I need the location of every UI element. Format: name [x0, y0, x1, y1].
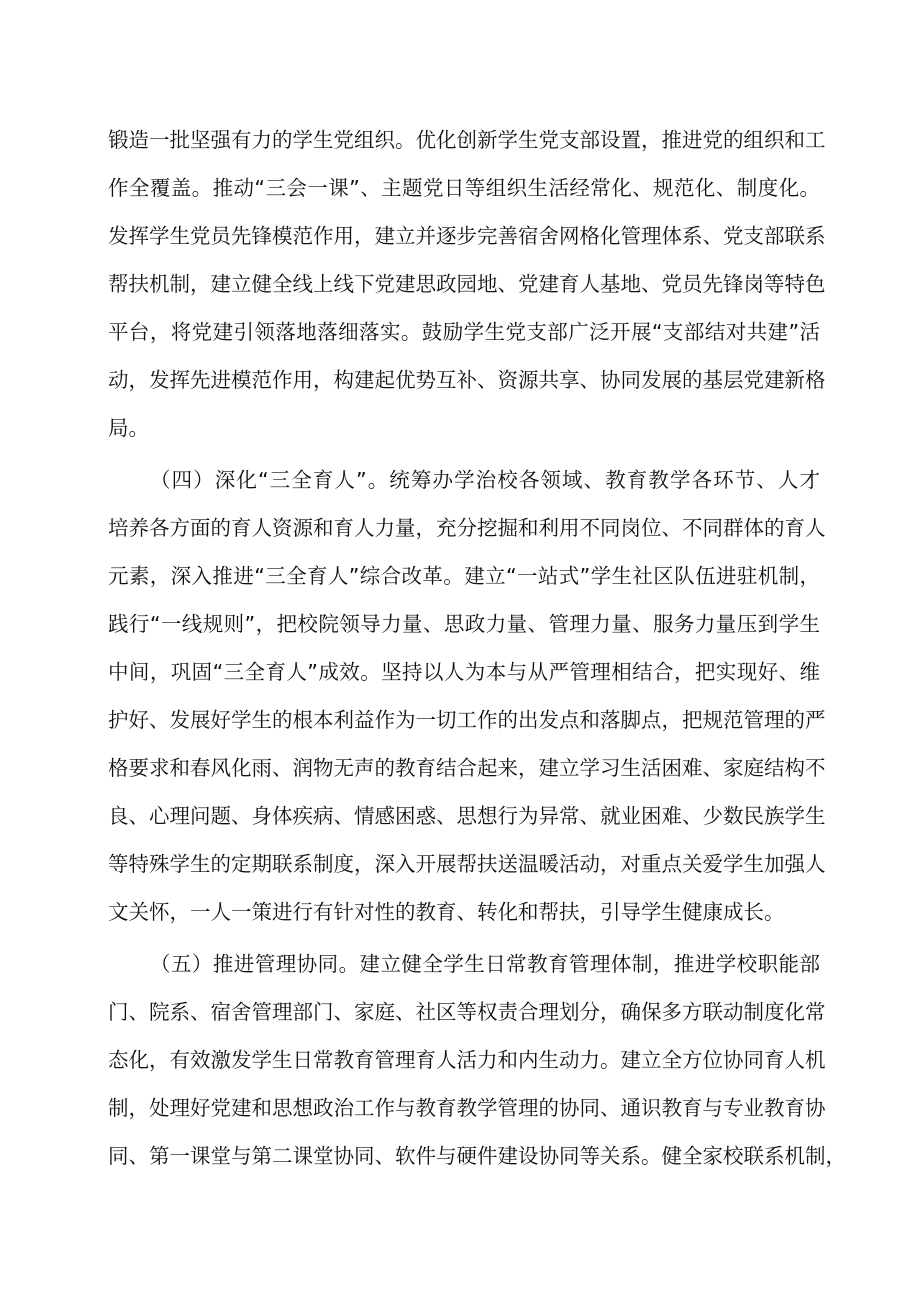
section-heading-line: （五）推进管理协同。建立健全学生日常教育管理体制，推进学校职能部 [150, 952, 820, 976]
body-text-line: 局。 [108, 416, 149, 440]
body-text-line: 动，发挥先进模范作用，构建起优势互补、资源共享、协同发展的基层党建新格 [108, 368, 826, 392]
body-text-line: 发挥学生党员先锋模范作用，建立并逐步完善宿舍网格化管理体系、党支部联系 [108, 224, 826, 248]
body-text-line: 锻造一批坚强有力的学生党组织。优化创新学生党支部设置，推进党的组织和工 [108, 128, 826, 152]
body-text-line: 门、院系、宿舍管理部门、家庭、社区等权责合理划分，确保多方联动制度化常 [108, 1000, 826, 1024]
body-text-line: 帮扶机制，建立健全线上线下党建思政园地、党建育人基地、党员先锋岗等特色 [108, 272, 826, 296]
body-text-line: 践行“一线规则”，把校院领导力量、思政力量、管理力量、服务力量压到学生 [108, 612, 820, 636]
body-text-line: 同、第一课堂与第二课堂协同、软件与硬件建设协同等关系。健全家校联系机制， [108, 1144, 846, 1168]
body-text-line: 文关怀，一人一策进行有针对性的教育、转化和帮扶，引导学生健康成长。 [108, 900, 785, 924]
body-text-line: 作全覆盖。推动“三会一课”、主题党日等组织生活经常化、规范化、制度化。 [108, 176, 820, 200]
body-text-line: 格要求和春风化雨、润物无声的教育结合起来，建立学习生活困难、家庭结构不 [108, 756, 826, 780]
section-heading-line: （四）深化“三全育人”。统筹办学治校各领域、教育教学各环节、人才 [150, 468, 820, 492]
body-text-line: 制，处理好党建和思想政治工作与教育教学管理的协同、通识教育与专业教育协 [108, 1096, 826, 1120]
body-text-line: 态化，有效激发学生日常教育管理育人活力和内生动力。建立全方位协同育人机 [108, 1048, 826, 1072]
body-text-line: 良、心理问题、身体疾病、情感困惑、思想行为异常、就业困难、少数民族学生 [108, 804, 826, 828]
body-text-line: 元素，深入推进“三全育人”综合改革。建立“一站式”学生社区队伍进驻机制， [108, 564, 820, 588]
body-text-line: 培养各方面的育人资源和育人力量，充分挖掘和利用不同岗位、不同群体的育人 [108, 516, 826, 540]
body-text-line: 平台，将党建引领落地落细落实。鼓励学生党支部广泛开展“支部结对共建”活 [108, 320, 820, 344]
body-text-line: 等特殊学生的定期联系制度，深入开展帮扶送温暖活动，对重点关爱学生加强人 [108, 852, 826, 876]
body-text-line: 中间，巩固“三全育人”成效。坚持以人为本与从严管理相结合，把实现好、维 [108, 660, 820, 684]
body-text-line: 护好、发展好学生的根本利益作为一切工作的出发点和落脚点，把规范管理的严 [108, 708, 826, 732]
